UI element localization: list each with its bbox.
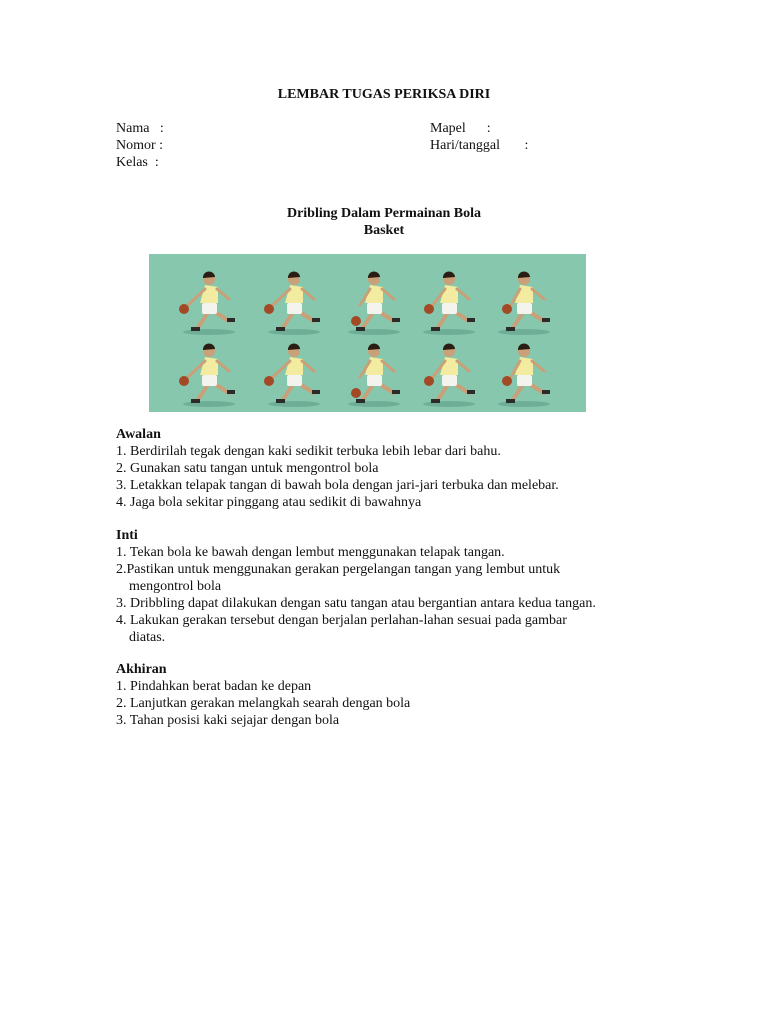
player-figure xyxy=(179,271,235,335)
field-kelas: Kelas : xyxy=(116,155,159,170)
list-item: 1. Pindahkan berat badan ke depan xyxy=(116,679,312,694)
page-title: LEMBAR TUGAS PERIKSA DIRI xyxy=(277,87,491,102)
player-figure xyxy=(498,271,550,335)
basketball-icon xyxy=(424,304,434,314)
basketball-icon xyxy=(264,376,274,386)
dribbling-illustration xyxy=(149,254,586,412)
basketball-icon xyxy=(179,376,189,386)
list-item: 2. Lanjutkan gerakan melangkah searah dengan bola xyxy=(116,696,411,711)
player-figure xyxy=(498,343,550,407)
document-title-line-1: Dribling Dalam Permainan Bola xyxy=(286,206,482,221)
basketball-icon xyxy=(264,304,274,314)
field-nama: Nama : xyxy=(116,121,164,136)
list-item-continuation: diatas. xyxy=(129,630,166,645)
list-item-continuation: mengontrol bola xyxy=(129,579,222,594)
section-title: Awalan xyxy=(116,427,161,442)
list-item: 2.Pastikan untuk menggunakan gerakan pergelangan tangan yang lembut untuk xyxy=(116,562,561,577)
player-figure xyxy=(348,343,400,407)
player-figure xyxy=(423,343,475,407)
list-item: 2. Gunakan satu tangan untuk mengontrol bola xyxy=(116,461,379,476)
player-figure xyxy=(179,343,235,407)
document-title-line-2: Basket xyxy=(363,223,405,238)
list-item: 3. Tahan posisi kaki sejajar dengan bola xyxy=(116,713,340,728)
basketball-icon xyxy=(179,304,189,314)
section-inti xyxy=(116,527,676,646)
basketball-icon xyxy=(351,316,361,326)
player-figure xyxy=(264,271,320,335)
document-title xyxy=(0,205,768,239)
basketball-icon xyxy=(424,376,434,386)
player-figure xyxy=(423,271,475,335)
dribbling-figures xyxy=(149,254,586,412)
section-title: Akhiran xyxy=(116,662,167,677)
list-item: 1. Berdirilah tegak dengan kaki sedikit terbuka lebih lebar dari bahu. xyxy=(116,444,501,459)
list-item: 3. Dribbling dapat dilakukan dengan satu tangan atau bergantian antara kedua tangan. xyxy=(116,596,596,611)
list-item: 4. Jaga bola sekitar pinggang atau sedikit di bawahnya xyxy=(116,495,422,510)
section-akhiran xyxy=(116,661,676,729)
list-item: 4. Lakukan gerakan tersebut dengan berjalan perlahan-lahan sesuai pada gambar xyxy=(116,613,567,628)
list-item: 1. Tekan bola ke bawah dengan lembut menggunakan telapak tangan. xyxy=(116,545,505,560)
basketball-icon xyxy=(351,388,361,398)
basketball-icon xyxy=(502,304,512,314)
field-mapel: Mapel : xyxy=(430,121,491,136)
basketball-icon xyxy=(502,376,512,386)
player-figure xyxy=(264,343,320,407)
list-item: 3. Letakkan telapak tangan di bawah bola dengan jari-jari terbuka dan melebar. xyxy=(116,478,559,493)
section-title: Inti xyxy=(116,528,138,543)
section-awalan xyxy=(116,426,676,511)
player-figure xyxy=(348,271,400,335)
field-nomor: Nomor : xyxy=(116,138,164,153)
field-hari-tanggal: Hari/tanggal : xyxy=(430,138,529,153)
